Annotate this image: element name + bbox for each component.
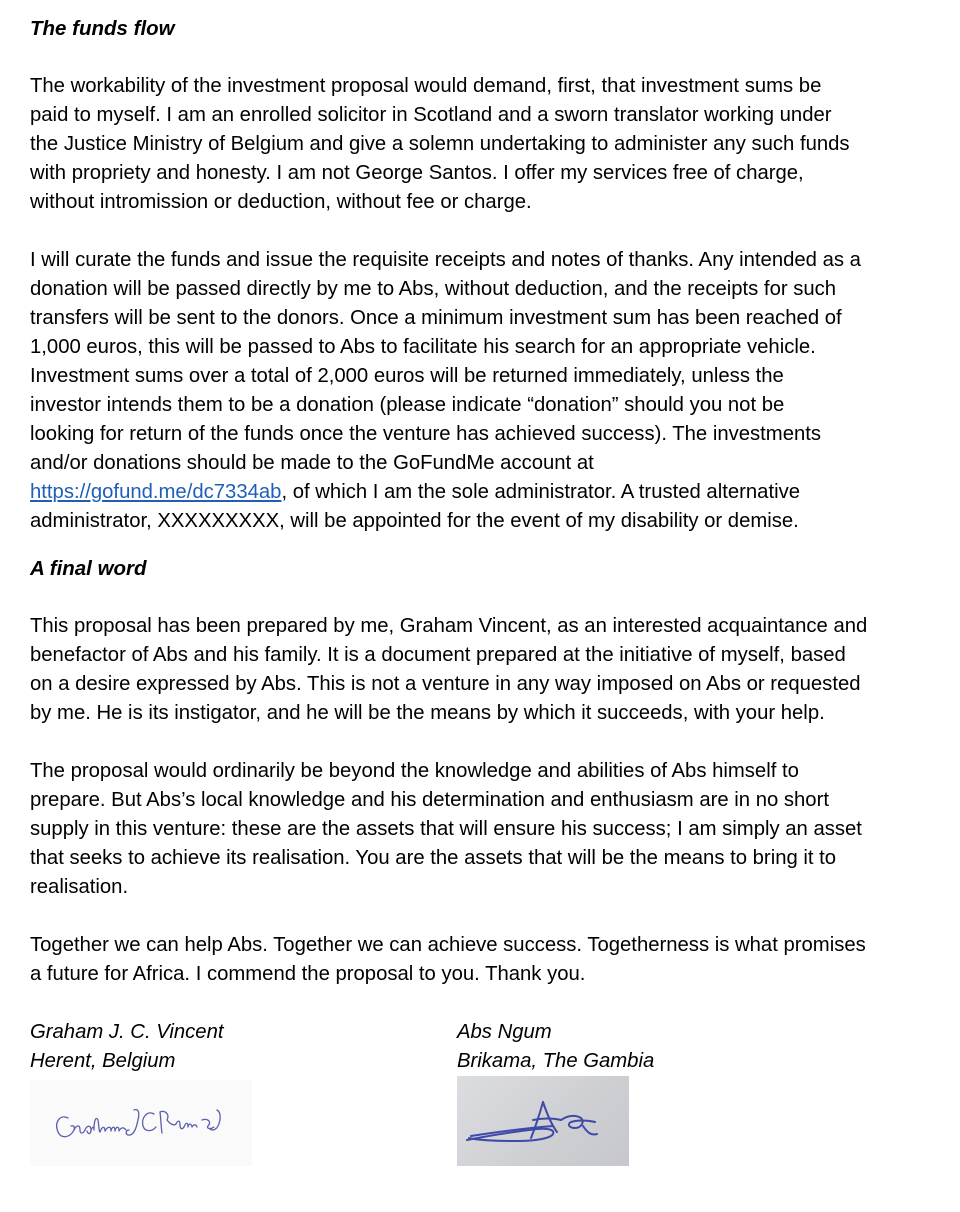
signatory-name: Abs Ngum bbox=[457, 1021, 552, 1043]
text-line: supply in this venture: these are the assets that will ensure his success; I am simply an asset bbox=[30, 818, 862, 840]
text-line: on a desire expressed by Abs. This is not a venture in any way imposed on Abs or requested bbox=[30, 673, 861, 695]
signatory-place: Brikama, The Gambia bbox=[457, 1050, 655, 1072]
text-line: Together we can help Abs. Together we can achieve success. Togetherness is what promises bbox=[30, 934, 866, 956]
text-line: prepare. But Abs’s local knowledge and his determination and enthusiasm are in no short bbox=[30, 789, 829, 811]
text-line: a future for Africa. I commend the proposal to you. Thank you. bbox=[30, 963, 586, 985]
text-line: benefactor of Abs and his family. It is a document prepared at the initiative of myself, based bbox=[30, 644, 846, 666]
section-heading-funds-flow: The funds flow bbox=[30, 17, 175, 40]
section-heading-final-word: A final word bbox=[30, 557, 147, 580]
text-line: administrator, XXXXXXXXX, will be appointed for the event of my disability or demise. bbox=[30, 510, 799, 532]
text-line: The workability of the investment proposal would demand, first, that investment sums be bbox=[30, 75, 822, 97]
text-line: and/or donations should be made to the GoFundMe account at bbox=[30, 452, 594, 474]
gofundme-link[interactable]: https://gofund.me/dc7334ab bbox=[30, 481, 282, 503]
text-line: with propriety and honesty. I am not George Santos. I offer my services free of charge, bbox=[30, 162, 804, 184]
paragraph-proposal-prepared bbox=[30, 612, 940, 728]
text-line-with-link bbox=[30, 478, 940, 507]
document-body bbox=[30, 14, 940, 989]
paragraph-together bbox=[30, 931, 940, 989]
text-line: I will curate the funds and issue the requisite receipts and notes of thanks. Any intended as a bbox=[30, 249, 861, 271]
signatory-name: Graham J. C. Vincent bbox=[30, 1021, 224, 1043]
text-line: that seeks to achieve its realisation. You are the assets that will be the means to bring it to bbox=[30, 847, 837, 869]
text-line: investor intends them to be a donation (please indicate “donation” should you not be bbox=[30, 394, 785, 416]
signatory-place: Herent, Belgium bbox=[30, 1050, 176, 1072]
text-line: donation will be passed directly by me to Abs, without deduction, and the receipts for such bbox=[30, 278, 837, 300]
handwritten-signature-abs bbox=[457, 1076, 629, 1166]
text-line: without intromission or deduction, without fee or charge. bbox=[30, 191, 532, 213]
paragraph-workability bbox=[30, 72, 940, 217]
text-line: by me. He is its instigator, and he will be the means by which it succeeds, with your help. bbox=[30, 702, 825, 724]
text-line: This proposal has been prepared by me, Graham Vincent, as an interested acquaintance and bbox=[30, 615, 868, 637]
text-line: the Justice Ministry of Belgium and give a solemn undertaking to administer any such funds bbox=[30, 133, 850, 155]
signature-block-right bbox=[457, 1018, 654, 1076]
handwritten-signature-graham bbox=[30, 1080, 252, 1166]
text-after-link: , of which I am the sole administrator. A trusted alternative bbox=[281, 481, 801, 503]
text-line: The proposal would ordinarily be beyond the knowledge and abilities of Abs himself to bbox=[30, 760, 799, 782]
text-line: Investment sums over a total of 2,000 euros will be returned immediately, unless the bbox=[30, 365, 784, 387]
paragraph-knowledge-abilities bbox=[30, 757, 940, 902]
paragraph-curate-funds bbox=[30, 246, 940, 536]
text-line: realisation. bbox=[30, 876, 129, 898]
text-line: transfers will be sent to the donors. Once a minimum investment sum has been reached of bbox=[30, 307, 842, 329]
signature-block-left bbox=[30, 1018, 224, 1076]
text-line: looking for return of the funds once the venture has achieved success). The investments bbox=[30, 423, 822, 445]
text-line: paid to myself. I am an enrolled solicitor in Scotland and a sworn translator working under bbox=[30, 104, 832, 126]
text-line: 1,000 euros, this will be passed to Abs to facilitate his search for an appropriate vehicle. bbox=[30, 336, 816, 358]
